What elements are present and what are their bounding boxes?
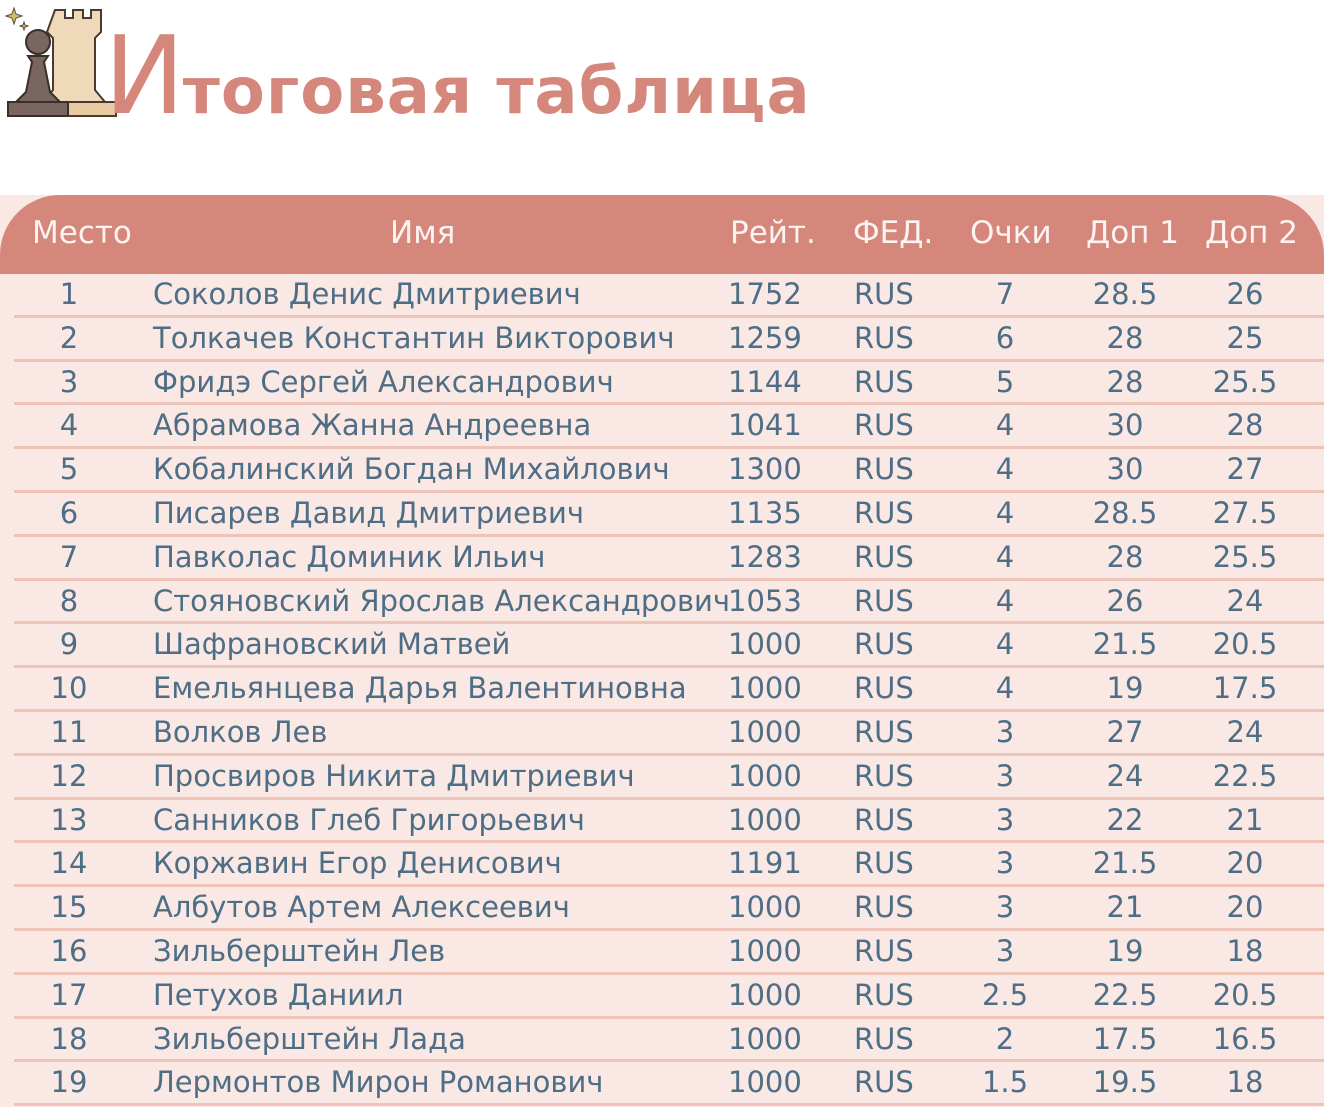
column-header-tb2: Доп 2 [1205, 215, 1299, 251]
cell-name: Лермонтов Мирон Романович [153, 1065, 604, 1100]
cell-points: 3 [995, 758, 1015, 793]
cell-tb2: 27 [1226, 452, 1264, 487]
cell-points: 4 [995, 539, 1015, 574]
cell-place: 16 [50, 933, 88, 968]
cell-tb2: 21 [1226, 802, 1264, 837]
cell-tb1: 24 [1106, 758, 1144, 793]
cell-tb2: 25.5 [1212, 539, 1278, 574]
cell-points: 4 [995, 495, 1015, 530]
cell-tb1: 28 [1106, 320, 1144, 355]
cell-name: Емельянцева Дарья Валентиновна [153, 671, 687, 706]
cell-tb2: 20 [1226, 890, 1264, 925]
cell-tb2: 16.5 [1212, 1021, 1278, 1056]
table-body [0, 274, 1324, 1106]
cell-points: 2 [995, 1021, 1015, 1056]
cell-rating: 1000 [728, 1065, 802, 1100]
cell-name: Толкачев Константин Викторович [153, 320, 675, 355]
cell-fed: RUS [854, 714, 914, 749]
cell-tb1: 19 [1106, 933, 1144, 968]
cell-rating: 1000 [728, 802, 802, 837]
cell-place: 5 [59, 452, 79, 487]
cell-tb1: 28 [1106, 539, 1144, 574]
table-row [0, 493, 1324, 537]
cell-points: 4 [995, 671, 1015, 706]
cell-tb2: 20.5 [1212, 627, 1278, 662]
cell-points: 3 [995, 890, 1015, 925]
cell-tb2: 20.5 [1212, 977, 1278, 1012]
cell-points: 7 [995, 277, 1015, 311]
cell-fed: RUS [854, 452, 914, 487]
cell-points: 5 [995, 364, 1015, 399]
table-row [0, 756, 1324, 800]
cell-points: 3 [995, 714, 1015, 749]
table-row [0, 931, 1324, 975]
cell-place: 3 [59, 364, 79, 399]
cell-tb1: 21.5 [1092, 846, 1158, 881]
cell-tb1: 22.5 [1092, 977, 1158, 1012]
cell-name: Фридэ Сергей Александрович [153, 364, 614, 399]
cell-rating: 1300 [728, 452, 802, 487]
table-row [0, 537, 1324, 581]
cell-place: 17 [50, 977, 88, 1012]
cell-rating: 1000 [728, 933, 802, 968]
cell-tb1: 28 [1106, 364, 1144, 399]
cell-tb2: 25 [1226, 320, 1264, 355]
cell-tb1: 19.5 [1092, 1065, 1158, 1100]
cell-place: 14 [50, 846, 88, 881]
cell-points: 2.5 [981, 977, 1029, 1012]
column-header-name: Имя [390, 215, 456, 251]
cell-name: Кобалинский Богдан Михайлович [153, 452, 670, 487]
cell-fed: RUS [854, 977, 914, 1012]
cell-tb1: 21 [1106, 890, 1144, 925]
cell-fed: RUS [854, 758, 914, 793]
cell-rating: 1752 [728, 277, 802, 311]
cell-place: 2 [59, 320, 79, 355]
cell-rating: 1283 [728, 539, 802, 574]
column-header-tb1: Доп 1 [1086, 215, 1180, 251]
standings-table [0, 195, 1324, 1107]
cell-fed: RUS [854, 583, 914, 618]
cell-tb1: 22 [1106, 802, 1144, 837]
cell-tb1: 30 [1106, 452, 1144, 487]
cell-fed: RUS [854, 802, 914, 837]
title-rest: тоговая таблица [182, 55, 811, 129]
cell-fed: RUS [854, 846, 914, 881]
cell-points: 3 [995, 933, 1015, 968]
cell-tb2: 26 [1226, 277, 1264, 311]
cell-place: 7 [59, 539, 79, 574]
cell-place: 9 [59, 627, 79, 662]
cell-points: 1.5 [981, 1065, 1029, 1100]
cell-tb2: 22.5 [1212, 758, 1278, 793]
cell-name: Просвиров Никита Дмитриевич [153, 758, 635, 793]
cell-rating: 1000 [728, 1021, 802, 1056]
title-first-letter: И [104, 14, 183, 139]
cell-name: Писарев Давид Дмитриевич [153, 495, 585, 530]
cell-fed: RUS [854, 495, 914, 530]
cell-fed: RUS [854, 320, 914, 355]
cell-fed: RUS [854, 671, 914, 706]
cell-name: Зильберштейн Лада [153, 1021, 466, 1056]
cell-place: 8 [59, 583, 79, 618]
cell-place: 15 [50, 890, 88, 925]
table-row [0, 581, 1324, 625]
cell-tb2: 28 [1226, 408, 1264, 443]
cell-tb2: 24 [1226, 583, 1264, 618]
cell-tb2: 20 [1226, 846, 1264, 881]
cell-fed: RUS [854, 364, 914, 399]
cell-rating: 1000 [728, 977, 802, 1012]
cell-tb2: 25.5 [1212, 364, 1278, 399]
cell-rating: 1191 [728, 846, 802, 881]
cell-points: 4 [995, 452, 1015, 487]
cell-tb2: 27.5 [1212, 495, 1278, 530]
cell-place: 4 [59, 408, 79, 443]
cell-place: 19 [50, 1065, 88, 1100]
table-row [0, 274, 1324, 318]
table-row [0, 1019, 1324, 1063]
page-title [104, 14, 811, 139]
cell-name: Шафрановский Матвей [153, 627, 511, 662]
table-header [0, 195, 1324, 274]
table-row [0, 449, 1324, 493]
cell-tb1: 28.5 [1092, 495, 1158, 530]
column-header-place: Место [32, 215, 132, 251]
table-row [0, 362, 1324, 406]
table-row [0, 712, 1324, 756]
cell-fed: RUS [854, 890, 914, 925]
cell-points: 4 [995, 583, 1015, 618]
cell-tb2: 18 [1226, 933, 1264, 968]
cell-place: 11 [50, 714, 88, 749]
cell-rating: 1259 [728, 320, 802, 355]
cell-place: 6 [59, 495, 79, 530]
cell-fed: RUS [854, 539, 914, 574]
cell-tb1: 26 [1106, 583, 1144, 618]
cell-tb2: 17.5 [1212, 671, 1278, 706]
cell-place: 13 [50, 802, 88, 837]
cell-place: 1 [59, 277, 79, 311]
table-row [0, 843, 1324, 887]
cell-rating: 1000 [728, 627, 802, 662]
cell-rating: 1000 [728, 671, 802, 706]
column-header-fed: ФЕД. [853, 215, 934, 251]
column-header-rating: Рейт. [730, 215, 816, 251]
table-row [0, 975, 1324, 1019]
cell-name: Абрамова Жанна Андреевна [153, 408, 592, 443]
cell-fed: RUS [854, 277, 914, 311]
cell-name: Соколов Денис Дмитриевич [153, 277, 581, 311]
table-row [0, 318, 1324, 362]
cell-tb1: 19 [1106, 671, 1144, 706]
cell-fed: RUS [854, 1065, 914, 1100]
table-row [0, 1062, 1324, 1106]
cell-tb1: 28.5 [1092, 277, 1158, 311]
cell-rating: 1000 [728, 714, 802, 749]
cell-name: Зильберштейн Лев [153, 933, 446, 968]
cell-name: Коржавин Егор Денисович [153, 846, 562, 881]
cell-points: 3 [995, 802, 1015, 837]
table-row [0, 668, 1324, 712]
cell-points: 6 [995, 320, 1015, 355]
cell-place: 12 [50, 758, 88, 793]
cell-tb1: 27 [1106, 714, 1144, 749]
cell-rating: 1053 [728, 583, 802, 618]
cell-points: 3 [995, 846, 1015, 881]
cell-fed: RUS [854, 933, 914, 968]
table-row [0, 800, 1324, 844]
cell-tb1: 21.5 [1092, 627, 1158, 662]
cell-rating: 1135 [728, 495, 802, 530]
sparkle-icon [6, 8, 28, 30]
cell-rating: 1000 [728, 890, 802, 925]
cell-points: 4 [995, 408, 1015, 443]
cell-name: Петухов Даниил [153, 977, 404, 1012]
cell-tb2: 24 [1226, 714, 1264, 749]
cell-name: Павколас Доминик Ильич [153, 539, 546, 574]
cell-fed: RUS [854, 408, 914, 443]
cell-place: 10 [50, 671, 88, 706]
cell-tb1: 17.5 [1092, 1021, 1158, 1056]
cell-tb1: 30 [1106, 408, 1144, 443]
row-separator [14, 1103, 1324, 1106]
cell-name: Албутов Артем Алексеевич [153, 890, 570, 925]
cell-rating: 1144 [728, 364, 802, 399]
table-row [0, 624, 1324, 668]
cell-place: 18 [50, 1021, 88, 1056]
cell-fed: RUS [854, 627, 914, 662]
cell-name: Волков Лев [153, 714, 328, 749]
cell-fed: RUS [854, 1021, 914, 1056]
table-row [0, 405, 1324, 449]
table-row [0, 887, 1324, 931]
cell-rating: 1041 [728, 408, 802, 443]
column-header-points: Очки [970, 215, 1052, 251]
cell-points: 4 [995, 627, 1015, 662]
cell-name: Санников Глеб Григорьевич [153, 802, 585, 837]
cell-tb2: 18 [1226, 1065, 1264, 1100]
cell-rating: 1000 [728, 758, 802, 793]
cell-name: Стояновский Ярослав Александрович [153, 583, 731, 618]
